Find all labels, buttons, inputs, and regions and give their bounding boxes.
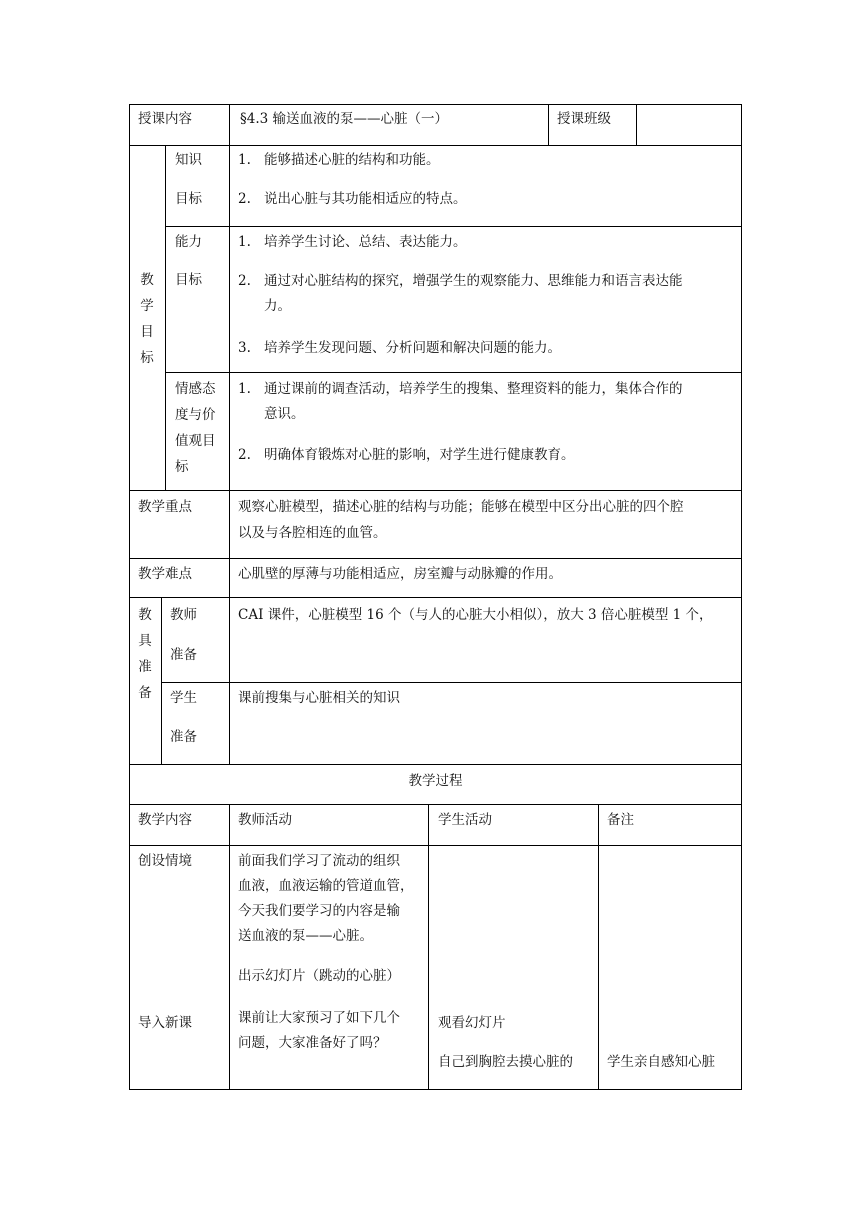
- key-points-line-1: 观察心脏模型，描述心脏的结构与功能；能够在模型中区分出心脏的四个腔: [238, 499, 684, 515]
- student-prep-label-2: 准备: [170, 729, 197, 745]
- table-border-bottom: [129, 1089, 742, 1090]
- teacher-prep-label-1: 教师: [170, 607, 197, 623]
- teacher-activity-line-4: 送血液的泵——心脏。: [238, 928, 373, 944]
- row-line: [129, 845, 742, 846]
- col-line: [428, 804, 429, 1089]
- col-line: [165, 145, 166, 490]
- emotion-item-1-line-1: 通过课前的调查活动，培养学生的搜集、整理资料的能力，集体合作的: [264, 381, 683, 397]
- key-points-line-2: 以及与各腔相连的血管。: [238, 525, 387, 541]
- teacher-activity-line-6: 问题，大家准备好了吗？: [238, 1035, 387, 1051]
- row-line: [165, 226, 742, 227]
- process-note: 学生亲自感知心脏: [607, 1054, 715, 1070]
- goals-group-label-4: 标: [140, 350, 154, 366]
- col-line: [229, 597, 230, 764]
- ability-item-1-num: 1.: [238, 234, 251, 250]
- stage-create-situation: 创设情境: [138, 853, 192, 869]
- process-title: 教学过程: [408, 773, 463, 789]
- tools-group-label-2: 具: [138, 633, 152, 649]
- col-line: [161, 597, 162, 764]
- row-line: [129, 558, 742, 559]
- col-line: [548, 104, 549, 145]
- row-line: [161, 682, 742, 683]
- emotion-label-3: 值观目: [175, 433, 216, 449]
- emotion-item-2-num: 2.: [238, 447, 251, 463]
- class-label: 授课班级: [557, 111, 611, 127]
- col-line: [229, 490, 230, 597]
- knowledge-item-1: 能够描述心脏的结构和功能。: [264, 152, 440, 168]
- knowledge-item-2-num: 2.: [238, 191, 251, 207]
- knowledge-item-2: 说出心脏与其功能相适应的特点。: [264, 191, 467, 207]
- process-header-content: 教学内容: [138, 812, 192, 828]
- student-prep-label-1: 学生: [170, 690, 197, 706]
- col-line: [636, 104, 637, 145]
- teacher-activity-slide: 出示幻灯片（跳动的心脏）: [238, 968, 400, 984]
- teacher-activity-line-5: 课前让大家预习了如下几个: [238, 1010, 400, 1026]
- student-activity-line-2: 自己到胸腔去摸心脏的: [438, 1054, 573, 1070]
- teacher-activity-line-3: 今天我们要学习的内容是输: [238, 903, 400, 919]
- teacher-activity-line-2: 血液，血液运输的管道血管，: [238, 878, 414, 894]
- difficulties-text: 心肌壁的厚薄与功能相适应，房室瓣与动脉瓣的作用。: [238, 566, 562, 582]
- content-label: 授课内容: [138, 111, 192, 127]
- teacher-prep-label-2: 准备: [170, 647, 197, 663]
- emotion-item-2: 明确体育锻炼对心脏的影响，对学生进行健康教育。: [264, 447, 575, 463]
- goals-group-label-3: 目: [140, 324, 154, 340]
- row-line: [129, 597, 742, 598]
- key-points-label: 教学重点: [138, 499, 192, 515]
- tools-group-label-3: 准: [138, 659, 152, 675]
- ability-item-2-line-2: 力。: [264, 298, 291, 314]
- ability-item-2-line-1: 通过对心脏结构的探究，增强学生的观察能力、思维能力和语言表达能: [264, 273, 683, 289]
- knowledge-item-1-num: 1.: [238, 152, 251, 168]
- process-header-teacher: 教师活动: [238, 812, 292, 828]
- row-line: [165, 372, 742, 373]
- goals-group-label-2: 学: [140, 298, 154, 314]
- knowledge-label-1: 知识: [175, 152, 202, 168]
- goals-group-label-1: 教: [140, 272, 154, 288]
- col-line: [229, 145, 230, 490]
- process-header-note: 备注: [607, 812, 634, 828]
- ability-label-2: 目标: [175, 272, 202, 288]
- emotion-label-1: 情感态: [175, 381, 216, 397]
- ability-item-1: 培养学生讨论、总结、表达能力。: [264, 234, 467, 250]
- row-line: [129, 490, 742, 491]
- knowledge-label-2: 目标: [175, 191, 202, 207]
- student-activity-line-1: 观看幻灯片: [438, 1015, 506, 1031]
- emotion-item-1-line-2: 意识。: [264, 406, 305, 422]
- stage-introduce-lesson: 导入新课: [138, 1015, 192, 1031]
- row-line: [129, 804, 742, 805]
- ability-item-3-num: 3.: [238, 340, 251, 356]
- tools-group-label-1: 教: [138, 607, 152, 623]
- col-line: [598, 804, 599, 1089]
- emotion-label-2: 度与价: [175, 407, 216, 423]
- ability-item-3: 培养学生发现问题、分析问题和解决问题的能力。: [264, 340, 561, 356]
- emotion-label-4: 标: [175, 459, 189, 475]
- col-line: [229, 104, 230, 145]
- student-prep-text: 课前搜集与心脏相关的知识: [238, 690, 400, 706]
- ability-item-2-num: 2.: [238, 273, 251, 289]
- ability-label-1: 能力: [175, 234, 202, 250]
- teacher-prep-text: CAI 课件，心脏模型 16 个（与人的心脏大小相似），放大 3 倍心脏模型 1 个，: [238, 607, 713, 623]
- col-line: [229, 804, 230, 1089]
- emotion-item-1-num: 1.: [238, 381, 251, 397]
- row-line: [129, 145, 742, 146]
- teacher-activity-line-1: 前面我们学习了流动的组织: [238, 853, 400, 869]
- row-line: [129, 764, 742, 765]
- table-border-top: [129, 104, 742, 105]
- difficulties-label: 教学难点: [138, 566, 192, 582]
- tools-group-label-4: 备: [138, 685, 152, 701]
- content-value: §4.3 输送血液的泵——心脏（一）: [240, 111, 449, 127]
- process-header-student: 学生活动: [438, 812, 492, 828]
